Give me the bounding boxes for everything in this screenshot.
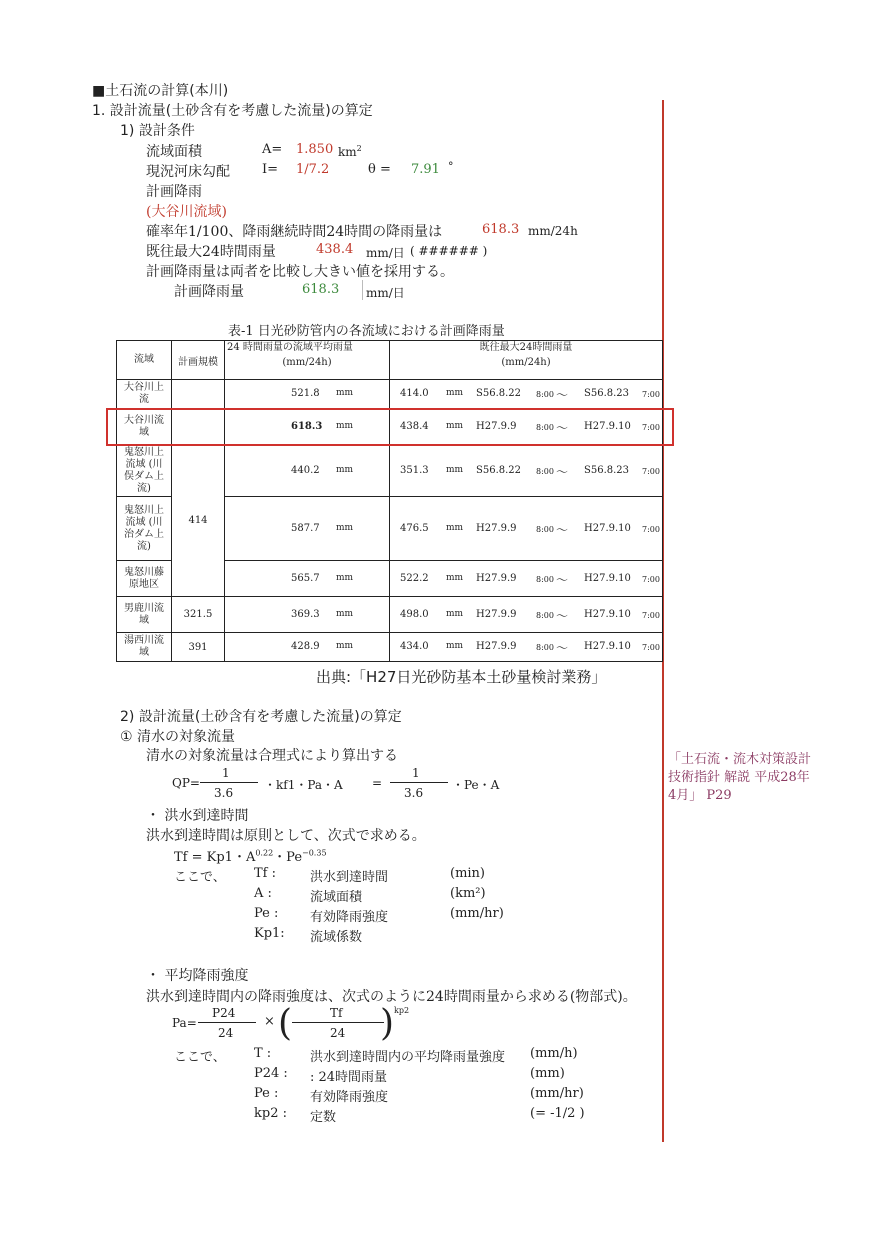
max-cell xyxy=(390,561,663,597)
plan-divider xyxy=(362,280,363,300)
table-row xyxy=(117,380,663,409)
theta-sym: θ = xyxy=(368,162,391,177)
basin-cell xyxy=(117,445,172,497)
avg-value: 565.7 xyxy=(291,572,320,584)
start-date: H27.9.9 xyxy=(476,522,517,534)
end-time: 7:00 xyxy=(642,574,660,584)
end-date: S56.8.23 xyxy=(584,464,630,476)
th-max-line2: (mm/24h) xyxy=(501,357,551,368)
max-cell xyxy=(390,497,663,561)
scale-value: 414 xyxy=(188,515,208,526)
rainfall-table xyxy=(116,340,663,662)
note-line1: 「土石流・流木対策設計 xyxy=(668,752,812,767)
basin-name-line: 域 xyxy=(139,614,149,626)
basin-name-line: 鬼怒川上 xyxy=(124,446,164,458)
def-unit: (mm) xyxy=(530,1066,565,1081)
scale-cell xyxy=(172,445,225,597)
area-label: 流域面積 xyxy=(146,144,202,160)
def-sym: T : xyxy=(254,1046,272,1061)
flood-head: ・ 洪水到達時間 xyxy=(146,808,249,824)
avg-unit: mm xyxy=(336,641,354,651)
avg-value: 428.9 xyxy=(291,641,320,652)
rational-text: 清水の対象流量は合理式により算出する xyxy=(146,748,398,764)
th-basin-label: 流域 xyxy=(134,354,154,365)
avg-cell xyxy=(225,597,390,633)
frac1-bar xyxy=(200,782,258,783)
table-caption: 表-1 日光砂防管内の各流域における計画降雨量 xyxy=(228,324,505,339)
def-unit: (= -1/2 ) xyxy=(530,1106,585,1121)
prob-value: 618.3 xyxy=(482,222,520,237)
basin-name-line: 流) xyxy=(137,482,151,494)
right-paren: ) xyxy=(380,1003,395,1044)
section-title: ■土石流の計算(本川) xyxy=(92,83,229,99)
max-value: 351.3 xyxy=(400,464,429,476)
basin-cell xyxy=(117,597,172,633)
def-sym: P24 : xyxy=(254,1066,288,1081)
scale-cell xyxy=(172,633,225,662)
area-unit-text: km xyxy=(338,145,357,159)
highlight-box xyxy=(106,408,674,446)
end-date: H27.9.10 xyxy=(584,641,631,652)
tf-exp2: −0.35 xyxy=(302,848,327,858)
basin-name-line: 域 xyxy=(139,647,149,658)
def-desc: 洪水到達時間 xyxy=(310,870,389,885)
pa-bar2 xyxy=(292,1022,384,1023)
th-max-line1: 既往最大24時間雨量 xyxy=(479,342,573,353)
area-sym: A= xyxy=(262,142,283,157)
avg-desc: 洪水到達時間内の降雨強度は、次式のように24時間雨量から求める(物部式)。 xyxy=(146,989,637,1005)
start-time: 8:00 xyxy=(536,466,554,476)
pa-num: P24 xyxy=(212,1006,236,1020)
avg-unit: mm xyxy=(336,388,354,398)
basin-cell xyxy=(117,380,172,409)
slope-label: 現況河床勾配 xyxy=(146,164,230,180)
end-time: 7:00 xyxy=(642,610,660,620)
start-time: 8:00 xyxy=(536,574,554,584)
max-value: 434.0 xyxy=(400,641,429,652)
frac1-num: 1 xyxy=(222,766,230,780)
basin-name-line: 流) xyxy=(137,540,151,552)
avg-cell xyxy=(225,380,390,409)
note-line2: 技術指針 解説 平成28年 xyxy=(668,770,810,785)
range-tilde: ～ xyxy=(556,464,569,479)
frac2-bar xyxy=(390,782,448,783)
max-unit: mm xyxy=(446,608,464,619)
start-time: 8:00 xyxy=(536,643,554,652)
tf-exp1: 0.22 xyxy=(255,848,274,858)
start-date: H27.9.9 xyxy=(476,572,517,584)
plan-value: 618.3 xyxy=(302,282,340,297)
end-time: 7:00 xyxy=(642,643,660,652)
end-time: 7:00 xyxy=(642,390,660,399)
def-sym: Pe : xyxy=(254,1086,279,1101)
scale-cell xyxy=(172,380,225,409)
end-date: H27.9.10 xyxy=(584,522,631,534)
def-unit: (mm/hr) xyxy=(450,906,504,921)
times-sign: × xyxy=(264,1014,275,1029)
max-unit: mm xyxy=(446,464,464,475)
avg-unit: mm xyxy=(336,572,354,583)
heading-2-1: ① 清水の対象流量 xyxy=(120,729,236,745)
end-time: 7:00 xyxy=(642,422,660,432)
avg-unit: mm xyxy=(336,522,354,533)
max-unit: mm xyxy=(446,420,464,431)
flood-desc: 洪水到達時間は原則として、次式で求める。 xyxy=(146,828,426,844)
plan-rain-label: 計画降雨 xyxy=(146,184,202,200)
def-sym: kp2 : xyxy=(254,1106,287,1121)
avg-unit: mm xyxy=(336,464,354,475)
plan-unit: mm/日 xyxy=(366,286,405,300)
note-line3: 4月」 P29 xyxy=(668,788,732,803)
avg-cell xyxy=(225,445,390,497)
max-cell xyxy=(390,633,663,662)
max-value: 522.2 xyxy=(400,572,429,584)
term1: ・kf1・Pa・A xyxy=(264,778,343,792)
avg-unit: mm xyxy=(336,608,354,619)
avg-cell xyxy=(225,633,390,662)
max-value: 498.0 xyxy=(400,608,429,620)
range-tilde: ～ xyxy=(556,641,569,655)
here-label-1: ここで、 xyxy=(174,870,226,885)
theta-unit: ° xyxy=(448,160,454,173)
end-date: S56.8.23 xyxy=(584,388,630,399)
avg-value: 440.2 xyxy=(291,464,320,476)
basin-name-line: 鬼怒川上 xyxy=(124,504,164,516)
def-unit: (km²) xyxy=(450,886,486,901)
scale-value: 391 xyxy=(188,641,208,653)
start-date: H27.9.9 xyxy=(476,608,517,620)
left-paren: ( xyxy=(278,1003,293,1044)
def-desc: 流域面積 xyxy=(310,890,363,905)
range-tilde: ～ xyxy=(556,388,569,402)
prob-unit: mm/24h xyxy=(528,224,578,238)
range-tilde: ～ xyxy=(556,522,569,537)
max-unit: mm xyxy=(446,641,464,651)
adopt-text: 計画降雨量は両者を比較し大きい値を採用する。 xyxy=(146,264,454,280)
basin-name-line: 男鹿川流 xyxy=(124,602,164,614)
theta-value: 7.91 xyxy=(411,162,440,177)
th-avg-line2: (mm/24h) xyxy=(282,357,332,368)
end-time: 7:00 xyxy=(642,466,660,476)
end-date: H27.9.10 xyxy=(584,572,631,584)
tf-den: 24 xyxy=(330,1026,346,1040)
table-source: 出典:「H27日光砂防基本土砂量検討業務」 xyxy=(316,668,607,686)
avg-unit: mm xyxy=(336,420,354,431)
pa-label: Pa= xyxy=(172,1016,197,1030)
max-value: 414.0 xyxy=(400,388,429,399)
start-time: 8:00 xyxy=(536,610,554,620)
max-cell xyxy=(390,380,663,409)
basin-name: (大谷川流域) xyxy=(146,204,227,220)
kp2-exp: kp2 xyxy=(394,1006,410,1015)
max-value: 476.5 xyxy=(400,522,429,534)
range-tilde: ～ xyxy=(556,608,569,623)
scale-cell xyxy=(172,597,225,633)
def-unit: (mm/hr) xyxy=(530,1086,584,1101)
def-sym: A : xyxy=(254,886,272,901)
basin-name-line: 流域 (川 xyxy=(125,458,163,470)
prob-text: 確率年1/100、降雨継続時間24時間の降雨量は xyxy=(146,224,443,240)
qp-label: QP= xyxy=(172,776,200,790)
tf-eq-mid: ・Pe xyxy=(273,850,303,865)
heading-1: 1. 設計流量(土砂含有を考慮した流量)の算定 xyxy=(92,103,373,119)
def-sym: Tf : xyxy=(254,866,276,881)
max-unit: mm xyxy=(446,572,464,583)
start-date: S56.8.22 xyxy=(476,464,522,476)
frac1-den: 3.6 xyxy=(214,786,234,800)
start-time: 8:00 xyxy=(536,390,554,399)
avg-cell xyxy=(225,561,390,597)
tf-eq-left: Tf = Kp1・A xyxy=(174,850,256,865)
avg-value: 587.7 xyxy=(291,522,320,534)
table-header-row xyxy=(117,341,663,380)
slope-sym: I= xyxy=(262,162,279,177)
plan-label: 計画降雨量 xyxy=(174,284,244,300)
avg-head: ・ 平均降雨強度 xyxy=(146,968,249,984)
th-avg xyxy=(225,341,390,380)
start-time: 8:00 xyxy=(536,422,554,432)
term2: ・Pe・A xyxy=(452,778,500,792)
equals: = xyxy=(372,776,383,790)
basin-name-line: 流 xyxy=(139,394,149,405)
avg-value: 618.3 xyxy=(291,420,323,432)
th-scale-label: 計画規模 xyxy=(178,356,218,368)
def-desc: 定数 xyxy=(310,1110,337,1125)
basin-name-line: 湯西川流 xyxy=(124,635,164,646)
avg-cell xyxy=(225,497,390,561)
def-sym: Pe : xyxy=(254,906,279,921)
th-basin xyxy=(117,341,172,380)
basin-cell xyxy=(117,633,172,662)
pa-den: 24 xyxy=(218,1026,234,1040)
max-unit: mm xyxy=(446,522,464,533)
area-unit xyxy=(338,144,362,159)
area-value: 1.850 xyxy=(296,142,334,157)
max-value: 438.4 xyxy=(316,242,354,257)
basin-name-line: 流域 (川 xyxy=(125,516,163,528)
frac2-den: 3.6 xyxy=(404,786,424,800)
max-paren: ( ###### ) xyxy=(410,244,488,258)
th-avg-line1: 24 時間雨量の流域平均雨量 xyxy=(227,342,353,353)
max-cell xyxy=(390,597,663,633)
def-sym: Kp1: xyxy=(254,926,285,941)
table-row xyxy=(117,597,663,633)
def-unit: (mm/h) xyxy=(530,1046,578,1061)
table-row xyxy=(117,445,663,497)
basin-name-line: 鬼怒川藤 xyxy=(124,566,164,578)
def-desc: 洪水到達時間内の平均降雨量強度 xyxy=(310,1050,506,1065)
avg-value: 369.3 xyxy=(291,608,320,620)
basin-name-line: 大谷川上 xyxy=(124,382,164,393)
max-text: 既往最大24時間雨量 xyxy=(146,244,276,260)
slope-value: 1/7.2 xyxy=(296,162,330,177)
area-unit-sup: 2 xyxy=(356,144,362,153)
tf-num: Tf xyxy=(330,1006,343,1020)
th-max xyxy=(390,341,663,380)
max-unit: mm/日 xyxy=(366,246,405,260)
scale-value: 321.5 xyxy=(183,609,213,620)
basin-name-line: 俣ダム上 xyxy=(124,470,164,482)
tf-equation xyxy=(174,846,327,865)
def-desc: 有効降雨強度 xyxy=(310,1090,389,1105)
range-tilde: ～ xyxy=(556,420,569,435)
start-date: H27.9.9 xyxy=(476,641,517,652)
basin-cell xyxy=(117,561,172,597)
max-value: 438.4 xyxy=(400,420,429,432)
def-desc: 流域係数 xyxy=(310,930,363,945)
def-desc: : 24時間雨量 xyxy=(310,1070,388,1085)
basin-name-line: 域 xyxy=(139,426,149,438)
basin-name-line: 原地区 xyxy=(129,578,159,590)
basin-cell xyxy=(117,497,172,561)
heading-1-1: 1) 設計条件 xyxy=(120,123,195,139)
def-desc: 有効降雨強度 xyxy=(310,910,389,925)
range-tilde: ～ xyxy=(556,572,569,587)
start-date: H27.9.9 xyxy=(476,420,517,432)
end-time: 7:00 xyxy=(642,524,660,534)
max-cell xyxy=(390,445,663,497)
def-unit: (min) xyxy=(450,866,486,881)
max-unit: mm xyxy=(446,388,464,398)
basin-name-line: 大谷川流 xyxy=(124,414,164,426)
end-date: H27.9.10 xyxy=(584,608,631,620)
heading-2: 2) 設計流量(土砂含有を考慮した流量)の算定 xyxy=(120,709,402,725)
start-time: 8:00 xyxy=(536,524,554,534)
frac2-num: 1 xyxy=(412,766,420,780)
here-label-2: ここで、 xyxy=(174,1050,226,1065)
avg-value: 521.8 xyxy=(291,388,320,399)
pa-bar1 xyxy=(198,1022,256,1023)
table-row xyxy=(117,633,663,662)
basin-name-line: 治ダム上 xyxy=(124,528,164,540)
th-scale xyxy=(172,341,225,380)
end-date: H27.9.10 xyxy=(584,420,631,432)
start-date: S56.8.22 xyxy=(476,388,522,399)
